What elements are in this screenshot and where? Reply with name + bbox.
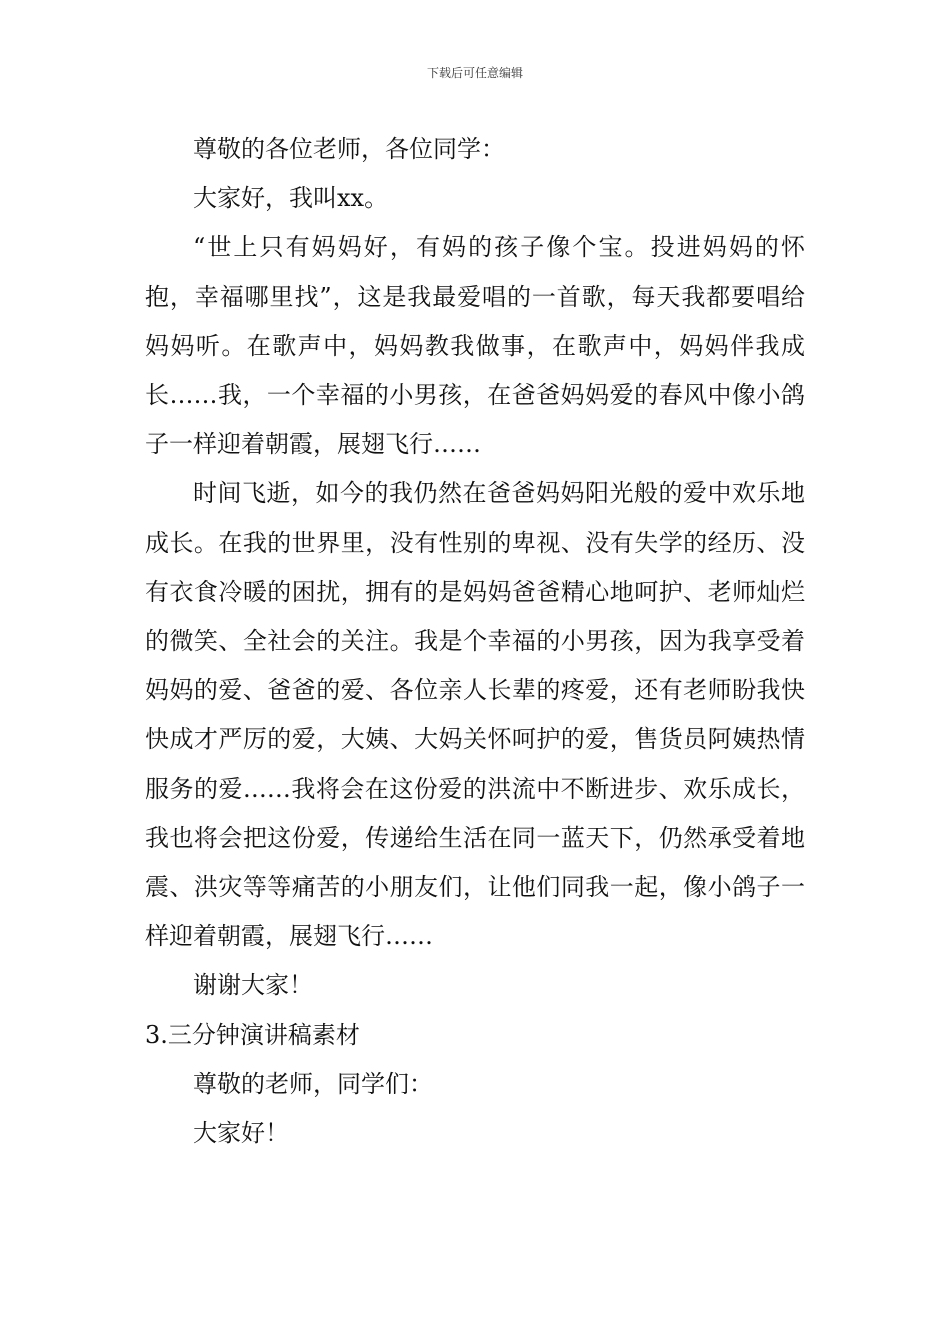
section-heading: 3.三分钟演讲稿素材 — [145, 1020, 360, 1049]
closing-thanks: 谢谢大家！ — [193, 971, 313, 1000]
page-header: 下载后可任意编辑 — [426, 66, 523, 80]
paragraph-song: “世上只有妈妈好，有妈的孩子像个宝。投进妈妈的怀抱，幸福哪里找”，这是我最爱唱的一首歌，每天我都要唱给妈妈听。在歌声中，妈妈教我做事，在歌声中，妈妈伴我成长……我，一个幸福的小男孩，在爸爸妈妈爱的春风中像小鸽子一样迎着朝霞，展翅飞行…… — [145, 233, 805, 459]
paragraph-growth: 时间飞逝，如今的我仍然在爸爸妈妈阳光般的爱中欢乐地成长。在我的世界里，没有性别的卑视、没有失学的经历、没有衣食冷暖的困扰，拥有的是妈妈爸爸精心地呵护、老师灿烂的微笑、全社会的关注。我是个幸福的小男孩，因为我享受着妈妈的爱、爸爸的爱、各位亲人长辈的疼爱，还有老师盼我快快成才严厉的爱，大姨、大妈关怀呵护的爱，售货员阿姨热情服务的爱……我将会在这份爱的洪流中不断进步、欢乐成长，我也将会把这份爱，传递给生活在同一蓝天下，仍然承受着地震、洪灾等等痛苦的小朋友们，让他们同我一起，像小鸽子一样迎着朝霞，展翅飞行…… — [145, 479, 805, 951]
greeting: 大家好，我叫xx。 — [193, 184, 389, 213]
greeting-2: 大家好！ — [193, 1119, 289, 1148]
document-body — [145, 125, 805, 1158]
salutation-2: 尊敬的老师，同学们： — [193, 1069, 433, 1098]
salutation: 尊敬的各位老师，各位同学： — [193, 135, 505, 163]
